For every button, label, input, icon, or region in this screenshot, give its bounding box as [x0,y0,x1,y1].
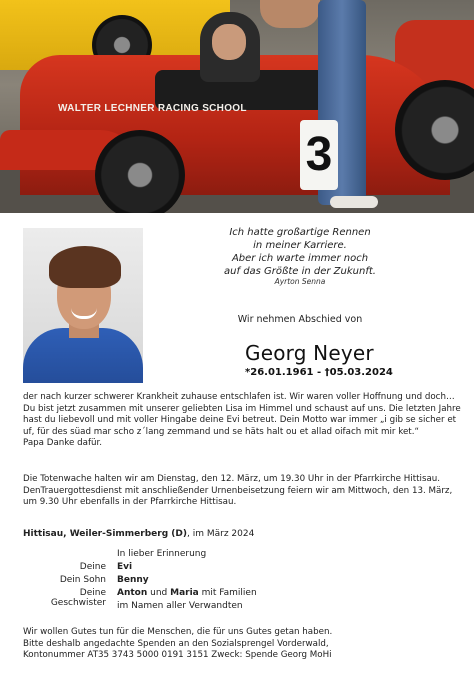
deceased-name: Georg Neyer [245,341,374,365]
ceremony-paragraph [23,474,458,509]
paragraph-line: Du bist jetzt zusammen mit unserer geliebten Lisa im Himmel und schaust auf uns. Die letzten Jahre [23,403,461,414]
family-name-son: Benny [117,575,149,585]
standing-person-shoe [330,196,378,208]
notice-date: , im März 2024 [186,529,255,539]
sponsor-lettering: WALTER LECHNER RACING SCHOOL [58,103,247,114]
person-arm [260,0,320,28]
memorial-quote [170,226,430,278]
family-label-wife: Deine [79,562,106,572]
sibling-name: Anton [117,588,148,598]
paragraph-line: Wir wollen Gutes tun für die Menschen, die für uns Gutes getan haben. [23,627,333,637]
front-wheel [95,130,185,213]
paragraph-line: Papa Danke dafür. [23,438,103,449]
paragraph-line: Kontonummer AT35 3743 5000 0191 3151 Zweck: Spende Georg MoHi [23,650,332,661]
header-racing-photo [0,0,474,213]
paragraph-line: Bitte deshalb angedachte Spenden an den Sozialsprengel Vorderwald, [23,638,329,649]
relatives-line: im Namen aller Verwandten [117,601,243,611]
paragraph-line: DenTrauergottesdienst mit anschließender Urnenbeisetzung feiern wir am Mittwoch, den 13. März, [23,485,453,496]
quote-line: in meiner Karriere. [253,240,347,251]
family-label-son: Dein Sohn [59,575,106,585]
portrait-hair [49,246,121,288]
remembrance-intro: In lieber Erinnerung [117,549,207,559]
sibling-name: Maria [170,588,199,598]
donation-paragraph [23,627,458,662]
farewell-line: Wir nehmen Abschied von [237,314,363,325]
family-name-wife: Evi [117,562,133,572]
quote-line: Aber ich warte immer noch [231,253,369,264]
family-label-siblings: Deine Geschwister [50,588,106,608]
driver-face [212,24,246,60]
obituary-paragraph [23,392,461,450]
siblings-suffix: mit Familien [198,588,257,598]
quote-line: Ich hatte großartige Rennen [229,227,371,238]
family-names-siblings [117,588,257,598]
paragraph-line: der nach kurzer schwerer Krankheit zuhause entschlafen ist. Wir waren voller Hoffnung und doch… [23,392,455,402]
place-name: Hittisau, Weiler-Simmerberg (D) [23,529,187,539]
life-dates: *26.01.1961 - †05.03.2024 [245,367,393,378]
paragraph-line: um 9.30 Uhr ebenfalls in der Pfarrkirche Hittisau. [23,497,237,508]
and-word: und [147,588,171,598]
quote-line: auf das Größte in der Zukunft. [224,266,376,277]
paragraph-line: Die Totenwache halten wir am Dienstag, den 12. März, um 19.30 Uhr in der Pfarrkirche Hittisau. [23,474,441,484]
car-number-plate: 3 [300,120,338,190]
portrait-photo [23,228,143,383]
quote-author: Ayrton Senna [274,277,326,286]
place-date-line [23,529,254,539]
paragraph-line: uf, für des süad mar scho z´lang zemmand und se häts halt ou et allad oifach mit mir ket.“ [23,426,419,437]
paragraph-line: hast du liebevoll und mit voller Hingabe deine Evi betreut. Dein Motto war immer „i gib se sicher et [23,415,457,426]
family-block [23,549,323,614]
